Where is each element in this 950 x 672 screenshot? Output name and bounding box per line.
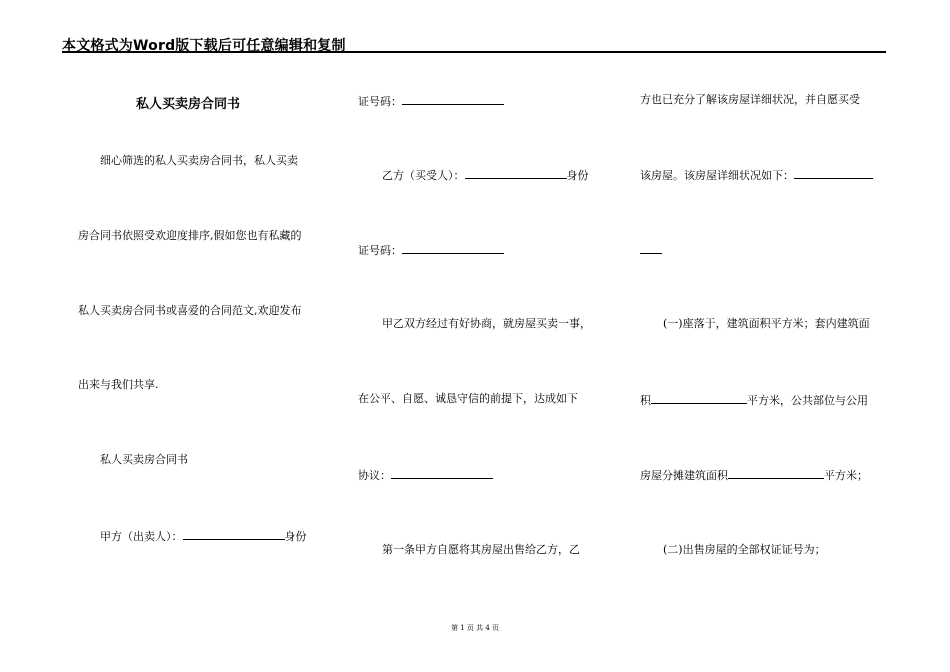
party-b-label: 乙方（买受人）： [382,169,465,182]
party-a-suffix: 身份 [284,530,307,543]
id-a-label: 证号码： [358,95,402,108]
house-status-label: 该房屋。该房屋详细状况如下： [640,169,794,182]
article-1-line: 第一条甲方自愿将其房屋出售给乙方，乙 [382,543,580,556]
agreement-line [358,468,493,482]
id-a-line [358,94,504,108]
item-2-line: (二)出售房屋的全部权证证号为； [663,543,826,556]
house-status-blank [794,168,873,179]
party-a-blank [183,529,285,540]
item-1c-suffix: 平方米； [824,469,868,482]
item-1b-suffix: 平方米，公共部位与公用 [747,394,868,407]
page-number: 第 1 页 共 4 页 [450,624,500,632]
item-1b-prefix: 积 [640,394,651,407]
house-status-blank-cont [640,243,662,254]
document-title: 私人买卖房合同书 [136,97,241,112]
principle-line: 在公平、自愿、诚恳守信的前提下，达成如下 [358,392,578,405]
id-b-label: 证号码： [358,244,402,257]
agreement-blank [391,468,493,479]
party-a-label: 甲方（出卖人）： [100,530,183,543]
intro-line-4: 出来与我们共享. [78,378,159,391]
id-a-blank [402,94,504,105]
id-b-line [358,243,504,257]
item-1b-line [640,393,868,407]
party-a-line [100,529,307,543]
contract-subtitle: 私人买卖房合同书 [100,453,188,466]
consult-line: 甲乙双方经过有好协商，就房屋买卖一事， [382,317,591,330]
header-title: 本文格式为Word版下载后可任意编辑和复制 [62,38,346,54]
item-1-line: (一)座落于，建筑面积平方米；套内建筑面 [663,317,870,330]
party-b-line [382,168,589,182]
area-blank-1 [651,393,747,404]
id-b-blank [402,243,504,254]
area-blank-2 [728,468,824,479]
intro-line-3: 私人买卖房合同书或喜爱的合同范文,欢迎发布 [78,304,302,317]
intro-line-1: 细心筛选的私人买卖房合同书，私人买卖 [100,154,298,167]
item-1c-prefix: 房屋分摊建筑面积 [640,469,728,482]
agreement-label: 协议： [358,469,391,482]
party-b-blank [465,168,567,179]
col3-line-1: 方也已充分了解该房屋详细状况，并自愿买受 [640,93,860,106]
col3-line-2 [640,168,873,182]
item-1c-line [640,468,868,482]
header-rule [62,51,886,53]
intro-line-2: 房合同书依照受欢迎度排序,假如您也有私藏的 [78,229,302,242]
col3-blank-line [640,243,662,257]
party-b-suffix: 身份 [566,169,589,182]
